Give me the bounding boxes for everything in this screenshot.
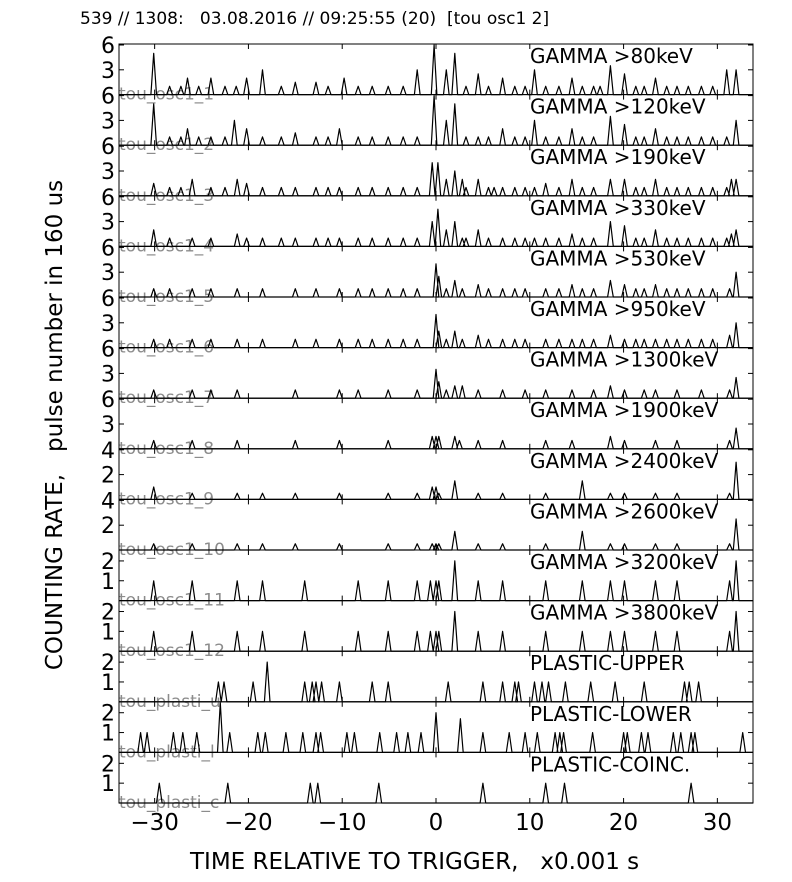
channel-label: tou_osc1_3 xyxy=(119,185,215,206)
panel-label: GAMMA >330keV xyxy=(530,195,706,220)
channel-label: tou_osc1_6 xyxy=(119,337,215,358)
x-tick-label: −10 xyxy=(317,810,367,836)
y-tick-label: 3 xyxy=(101,362,115,388)
y-tick-label: 3 xyxy=(101,109,115,135)
channel-label: tou_plasti_l xyxy=(119,742,215,763)
y-axis-label: COUNTING RATE, pulse number in 160 us xyxy=(42,179,68,671)
x-tick-label: 10 xyxy=(515,810,545,836)
y-tick-label: 4 xyxy=(101,438,115,464)
y-tick-label: 6 xyxy=(101,185,115,211)
panel-label: GAMMA >3200keV xyxy=(530,550,719,574)
panel-label: GAMMA >1900keV xyxy=(530,398,719,423)
y-tick-label: 1 xyxy=(101,569,115,595)
y-tick-label: 2 xyxy=(101,549,115,575)
panel-label: GAMMA >190keV xyxy=(530,145,706,170)
y-tick-label: 3 xyxy=(101,311,115,337)
channel-label: tou_osc1_10 xyxy=(119,540,225,560)
x-tick-label: −20 xyxy=(224,810,273,836)
panel-label: GAMMA >3800keV xyxy=(530,600,719,625)
y-tick-label: 1 xyxy=(101,620,115,646)
channel-label: tou_osc1_4 xyxy=(119,236,215,257)
y-tick-label: 6 xyxy=(101,135,115,161)
y-tick-label: 6 xyxy=(101,337,115,363)
y-tick-label: 1 xyxy=(101,772,115,798)
panel-label: GAMMA >120keV xyxy=(530,94,706,119)
y-tick-label: 1 xyxy=(101,670,115,696)
x-tick-label: 0 xyxy=(428,810,444,836)
y-tick-label: 6 xyxy=(101,287,115,312)
y-tick-label: 2 xyxy=(101,463,115,489)
y-tick-label: 2 xyxy=(101,600,115,626)
channel-label: tou_plasti_u xyxy=(119,691,221,712)
panel-label: GAMMA >950keV xyxy=(530,297,706,321)
y-tick-label: 6 xyxy=(101,236,115,262)
y-tick-label: 2 xyxy=(101,651,115,677)
channel-label: tou_plasti_c xyxy=(119,793,220,813)
y-tick-label: 6 xyxy=(101,84,115,110)
channel-label: tou_osc1_7 xyxy=(119,388,215,409)
x-tick-label: 30 xyxy=(702,810,733,836)
x-axis-label: TIME RELATIVE TO TRIGGER, x0.001 s xyxy=(190,849,640,875)
y-tick-label: 2 xyxy=(101,514,115,540)
y-tick-label: 3 xyxy=(101,413,115,438)
channel-label: tou_osc1_12 xyxy=(119,641,225,662)
panel-label: GAMMA >2600keV xyxy=(530,499,719,524)
panel-label: PLASTIC-UPPER xyxy=(530,651,685,676)
y-tick-label: 1 xyxy=(101,721,115,747)
channel-label: tou_osc1_5 xyxy=(119,287,215,307)
y-tick-label: 2 xyxy=(101,752,115,778)
channel-label: tou_osc1_8 xyxy=(119,438,215,459)
x-tick-label: 20 xyxy=(608,810,639,836)
channel-label: tou_osc1_11 xyxy=(119,590,225,611)
y-tick-label: 6 xyxy=(101,34,115,59)
y-tick-label: 3 xyxy=(101,261,115,287)
channel-label: tou_osc1_2 xyxy=(119,135,215,156)
panel-label: GAMMA >2400keV xyxy=(530,448,719,473)
y-tick-label: 3 xyxy=(101,210,115,236)
y-tick-label: 6 xyxy=(101,388,115,414)
y-tick-label: 3 xyxy=(101,160,115,185)
x-tick-label: −30 xyxy=(130,810,179,836)
y-tick-label: 4 xyxy=(101,489,115,515)
panel-label: PLASTIC-LOWER xyxy=(530,701,692,726)
panel-label: PLASTIC-COINC. xyxy=(530,752,691,777)
panel-label: GAMMA >80keV xyxy=(530,44,693,68)
panel-label: GAMMA >530keV xyxy=(530,246,706,271)
y-tick-label: 2 xyxy=(101,701,115,727)
y-tick-label: 3 xyxy=(101,58,115,84)
channel-label: tou_osc1_9 xyxy=(119,489,215,510)
channel-label: tou_osc1_1 xyxy=(119,84,215,105)
panel-label: GAMMA >1300keV xyxy=(530,347,719,372)
figure-title: 539 // 1308: 03.08.2016 // 09:25:55 (20) [tou osc1 2] xyxy=(80,9,550,29)
